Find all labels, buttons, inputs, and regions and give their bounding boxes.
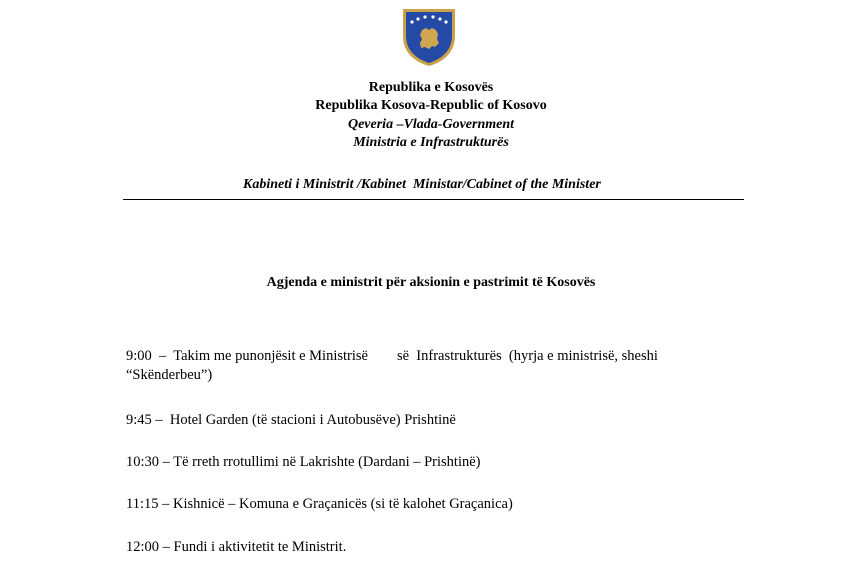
header-government: Qeveria –Vlada-Government (347, 117, 515, 132)
kosovo-coat-of-arms-icon (401, 6, 457, 68)
header-cabinet: Kabineti i Ministrit /Kabinet Ministar/Cabinet of the Minister (243, 177, 601, 192)
header-ministry: Ministria e Infrastrukturës (353, 135, 509, 150)
agenda-item-0900: 9:00 – Takim me punonjësit e Ministrisë së Infrastrukturës (hyrja e ministrisë, sheshi (126, 348, 658, 364)
header-republic-albanian: Republika e Kosovës (368, 80, 494, 95)
agenda-title: Agjenda e ministrit për aksionin e pastrimit të Kosovës (266, 275, 596, 290)
header-divider (123, 199, 744, 200)
agenda-item-1115: 11:15 – Kishnicë – Komuna e Graçanicës (si të kalohet Graçanica) (126, 496, 513, 512)
header-republic-serbian-english: Republika Kosova-Republic of Kosovo (315, 98, 547, 113)
agenda-item-1030: 10:30 – Të rreth rrotullimi në Lakrishte (Dardani – Prishtinë) (126, 454, 481, 470)
agenda-item-1200: 12:00 – Fundi i aktivitetit te Ministrit. (126, 539, 347, 555)
agenda-item-0945: 9:45 – Hotel Garden (të stacioni i Autobusëve) Prishtinë (126, 412, 456, 428)
agenda-item-0900-continued: “Skënderbeu”) (126, 367, 213, 383)
